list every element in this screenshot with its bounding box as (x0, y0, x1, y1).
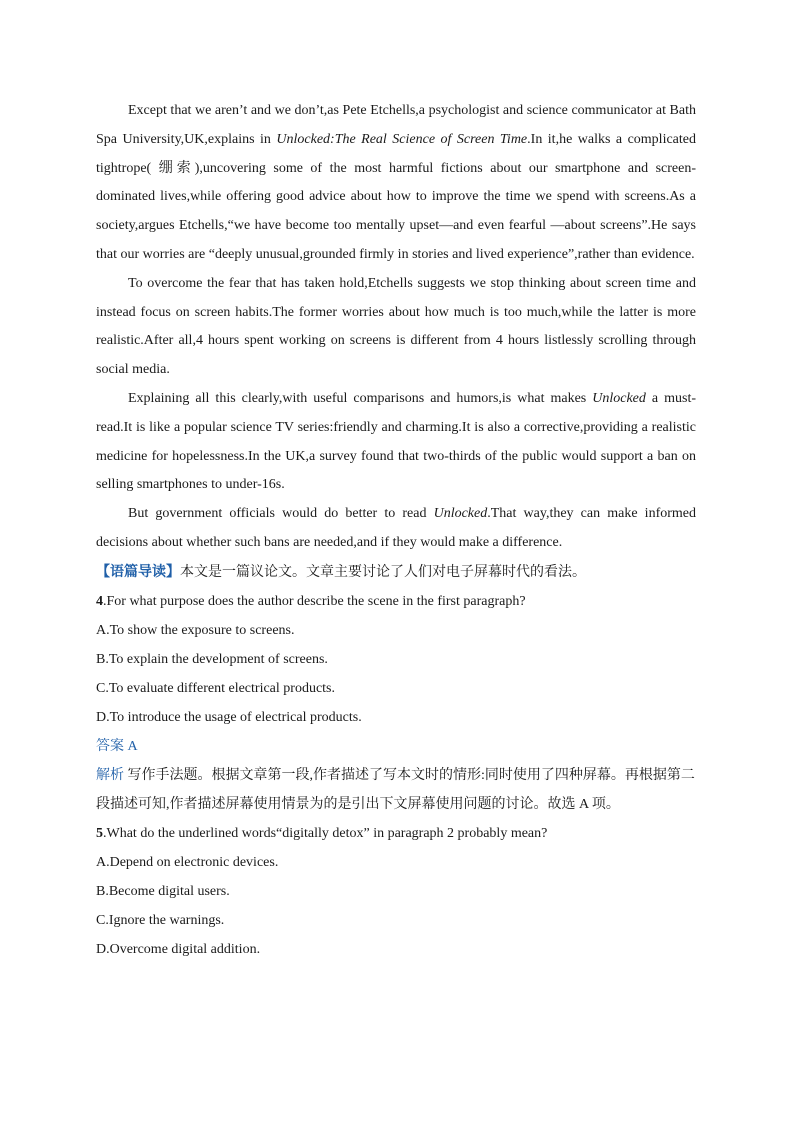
question-5 (96, 819, 696, 964)
option-a: A.To show the exposure to screens. (96, 622, 295, 638)
explanation-text: 写作手法题。根据文章第一段,作者描述了写本文时的情形:同时使用了四种屏幕。再根据第二段描述可知,作者描述屏幕使用情景为的是引出下文屏幕使用问题的讨论。故选 A 项。 (96, 767, 695, 812)
p1-text-b: .In it,he walks a complicated tightrope( 绷索),uncovering some of the most harmful fictions about our smartphone and screen-dominated lives,while offering good advice about how to improve the time we spend with screens.As a society,argues Etchells,“we have become too mentally upset—and even fearful —about screens”.He says that our worries are “deeply unusual,grounded firmly in stories and lived experience”,rather than evidence. (96, 131, 696, 262)
answer-label: 答案 (96, 738, 124, 754)
option-b: B.To explain the development of screens. (96, 651, 328, 667)
book-title: Unlocked (433, 506, 488, 522)
p1-text-a: Except that we aren’t and we don’t,as Pete Etchells,a psychologist and science communicator at Bath Spa University,UK,explains in (96, 103, 696, 147)
question-number: 5 (96, 825, 103, 841)
p3-text-a: Explaining all this clearly,with useful comparisons and humors,is what makes (128, 390, 593, 406)
reading-guide (96, 558, 696, 587)
option-c: C.Ignore the warnings. (96, 912, 225, 928)
passage-paragraph-4 (96, 500, 696, 558)
passage-paragraph-3 (96, 385, 696, 500)
explanation-label: 解析 (96, 767, 124, 783)
question-5-stem (96, 819, 696, 848)
reading-guide-tag: 【语篇导读】 (96, 564, 180, 580)
question-4 (96, 587, 696, 819)
question-stem-text: .For what purpose does the author describe the scene in the first paragraph? (103, 593, 526, 609)
option-c: C.To evaluate different electrical products. (96, 680, 335, 696)
question-stem-text: .What do the underlined words“digitally detox” in paragraph 2 probably mean? (103, 825, 548, 841)
answer-value: A (127, 738, 138, 754)
option-b: B.Become digital users. (96, 883, 230, 899)
passage-paragraph-2: To overcome the fear that has taken hold,Etchells suggests we stop thinking about screen time and instead focus on screen habits.The former worries about how much is too much,while the latter is more realistic.After all,4 hours spent working on screens is different from 4 hours listlessly scrolling through social media. (96, 275, 696, 378)
book-title: Unlocked:The Real Science of Screen Time (276, 131, 528, 147)
option-d: D.Overcome digital addition. (96, 941, 261, 957)
document-page (96, 97, 696, 964)
reading-guide-text: 本文是一篇议论文。文章主要讨论了人们对电子屏幕时代的看法。 (180, 564, 586, 580)
option-a: A.Depend on electronic devices. (96, 854, 279, 870)
explanation (96, 761, 696, 819)
p4-text-a: But government officials would do better to read (128, 506, 434, 522)
book-title: Unlocked (592, 390, 646, 406)
p4-text-b: .That way,they can make informed decisions about whether such bans are needed,and if they would make a difference. (96, 506, 696, 550)
question-number: 4 (96, 593, 103, 609)
option-d: D.To introduce the usage of electrical products. (96, 709, 362, 725)
p3-text-b: a must-read.It is like a popular science TV series:friendly and charming.It is also a corrective,providing a realistic medicine for hopelessness.In the UK,a survey found that two-thirds of the public would support a ban on selling smartphones to under-16s. (96, 390, 696, 493)
answer-line (96, 732, 696, 761)
passage-paragraph-1 (96, 97, 696, 270)
question-4-stem (96, 587, 696, 616)
